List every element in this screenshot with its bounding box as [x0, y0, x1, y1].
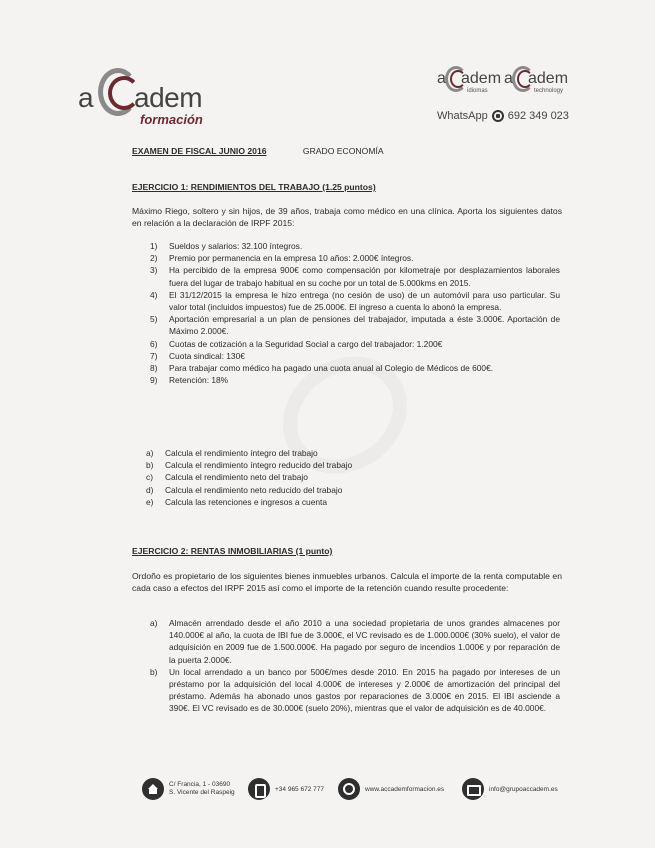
email-link[interactable]: info@grupoaccadem.es: [489, 785, 558, 793]
list-item-text: Cuotas de cotización a la Seguridad Social a cargo del trabajador: 1.200€: [169, 338, 443, 349]
data-item: [150, 240, 560, 252]
mini-logo-sub: technology: [534, 88, 564, 94]
list-item-text: Calcula el rendimiento íntegro del trabajo: [165, 448, 318, 458]
list-item-text: Calcula el rendimiento íntegro reducido del trabajo: [165, 460, 353, 471]
footer-contacts: [142, 778, 582, 808]
list-item-text: El 31/12/2015 la empresa le hizo entrega (no cesión de uso) de un automóvil para uso particular. Su valor total (incluidos impuestos) fue de 25.000€. El ingreso a cuenta lo abonó la empresa.: [169, 289, 560, 313]
list-item-number: 3): [150, 265, 158, 276]
data-item: [150, 264, 560, 288]
list-item-number: 9): [150, 375, 158, 386]
accadem-formacion-logo: [78, 68, 218, 130]
list-item-number: 8): [150, 363, 158, 374]
list-item-number: a): [150, 618, 158, 628]
mini-logo-letter: a: [504, 70, 513, 87]
footer-website[interactable]: [338, 778, 444, 800]
exam-name: EXAMEN DE FISCAL JUNIO 2016: [132, 146, 267, 156]
exercise-2-property-list: [150, 617, 560, 715]
question-item: [146, 471, 556, 483]
question-item: [146, 484, 556, 496]
list-item-number: e): [146, 496, 154, 507]
data-item: [150, 313, 560, 337]
list-item-number: b): [150, 666, 158, 677]
list-item-number: 7): [150, 350, 158, 361]
data-item: [150, 374, 560, 386]
list-item-text: Cuota sindical: 130€: [169, 350, 245, 361]
logo-letter-a: a: [78, 82, 94, 113]
globe-icon: [338, 778, 360, 800]
exercise-1-intro: Máximo Riego, soltero y sin hijos, de 39 años, trabaja como médico en una clínica. Aporta los siguientes datos en relación a la declaración de IRPF 2015:: [132, 206, 562, 229]
list-item-text: Retención: 18%: [169, 375, 229, 386]
list-item-text: Ha percibido de la empresa 900€ como compensación por kilometraje por desplazamientos laborales fuera del lugar de trabajo habitual en su coche por un total de 5.000kms en 2015.: [169, 265, 560, 288]
list-item-number: 6): [150, 338, 158, 349]
exercise-2-intro: Ordoño es propietario de los siguientes bienes inmuebles urbanos. Calcula el importe de la renta computable en cada caso a efectos del IRPF 2015 así como el importe de la retención cuando resulte procedente:: [132, 571, 562, 594]
question-item: [146, 459, 556, 471]
data-item: [150, 362, 560, 374]
address-line-2: S. Vicente del Raspeig: [169, 789, 235, 796]
exercise-1-data-list: [150, 240, 560, 386]
whatsapp-label: WhatsApp: [437, 110, 488, 122]
list-item-number: 4): [150, 289, 158, 300]
list-item-text: Calcula las retenciones e ingresos a cuenta: [165, 496, 328, 507]
phone-icon: [248, 778, 270, 800]
footer-address: [142, 778, 235, 800]
list-item-text: Calcula el rendimiento neto del trabajo: [165, 472, 308, 483]
mail-icon: [462, 778, 484, 800]
list-item-number: 5): [150, 314, 158, 325]
list-item-number: c): [146, 472, 153, 483]
exercise-1-heading: EJERCICIO 1: RENDIMIENTOS DEL TRABAJO (1.25 puntos): [132, 182, 376, 192]
data-item: [150, 252, 560, 264]
whatsapp-number: 692 349 023: [507, 110, 569, 122]
exam-title: [132, 146, 384, 156]
list-item-text: Sueldos y salarios: 32.100 íntegros.: [169, 241, 303, 251]
exercise-2-heading: EJERCICIO 2: RENTAS INMOBILIARIAS (1 punto): [132, 546, 333, 556]
footer-phone: [248, 778, 324, 800]
home-icon: [142, 778, 164, 800]
whatsapp-contact: [437, 110, 569, 122]
mini-logo-letter: a: [437, 70, 446, 87]
mini-logo-word: adem: [461, 70, 502, 87]
footer-email[interactable]: [462, 778, 558, 800]
exercise-1-questions: [146, 447, 556, 508]
question-item: [146, 496, 556, 508]
list-item-text: Almacén arrendado desde el año 2010 a una sociedad propietaria de unos grandes almacenes por 140.000€ al año, la cuota de IBI fue de 3.000€, el VC revisado es de 1.000.000€ (30% suelo), el valor de adquisición en 2009 fue de 1.500.000€. Ha pagado por seguro de incendios 1.000€ y por reparación de la puerta 2.000€.: [169, 618, 560, 665]
list-item-text: Para trabajar como médico ha pagado una cuota anual al Colegio de Médicos de 600€.: [169, 363, 494, 374]
list-item-text: Calcula el rendimiento neto reducido del trabajo: [165, 484, 343, 495]
list-item-text: Premio por permanencia en la empresa 10 años: 2.000€ íntegros.: [169, 253, 414, 264]
website-link[interactable]: www.accademformacion.es: [365, 785, 445, 793]
mini-logo-sub: idiomas: [467, 88, 488, 94]
address-line-1: C/ Francia, 1 - 03690: [169, 781, 231, 788]
phone-number: +34 965 672 777: [275, 785, 324, 793]
whatsapp-icon: [492, 110, 504, 122]
list-item-number: 1): [150, 241, 158, 251]
list-item-text: Aportación empresarial a un plan de pensiones del trabajador, imputada a éste 3.000€. Aportación de Máximo 2.000€.: [169, 314, 560, 337]
logo-wordmark: adem: [134, 82, 203, 113]
logo-subtitle: formación: [140, 112, 203, 127]
list-item-number: 2): [150, 253, 158, 264]
list-item-number: d): [146, 484, 154, 495]
property-item: [150, 666, 560, 715]
data-item: [150, 289, 560, 313]
data-item: [150, 338, 560, 350]
property-item: [150, 617, 560, 666]
mini-logo-word: adem: [528, 70, 569, 87]
accadem-idiomas-logo: [437, 65, 501, 97]
list-item-text: Un local arrendado a un banco por 500€/mes desde 2010. En 2015 ha pagado por intereses de un préstamo por la adquisición del local 4.000€ de intereses y 2.000€ de amortización del principal del préstamo. Además ha abonado unos gastos por reparaciones de 3.000€ en 2015. El IBI asciende a 390€. El VC revisado es de 30.000€ (suelo 20%), mientras que el valor de adquisición es de 40.000€.: [169, 666, 560, 714]
exam-degree: GRADO ECONOMÍA: [302, 146, 384, 156]
accadem-technology-logo: [504, 65, 569, 97]
question-item: [146, 447, 556, 459]
data-item: [150, 350, 560, 362]
list-item-number: a): [146, 448, 154, 458]
list-item-number: b): [146, 460, 154, 471]
